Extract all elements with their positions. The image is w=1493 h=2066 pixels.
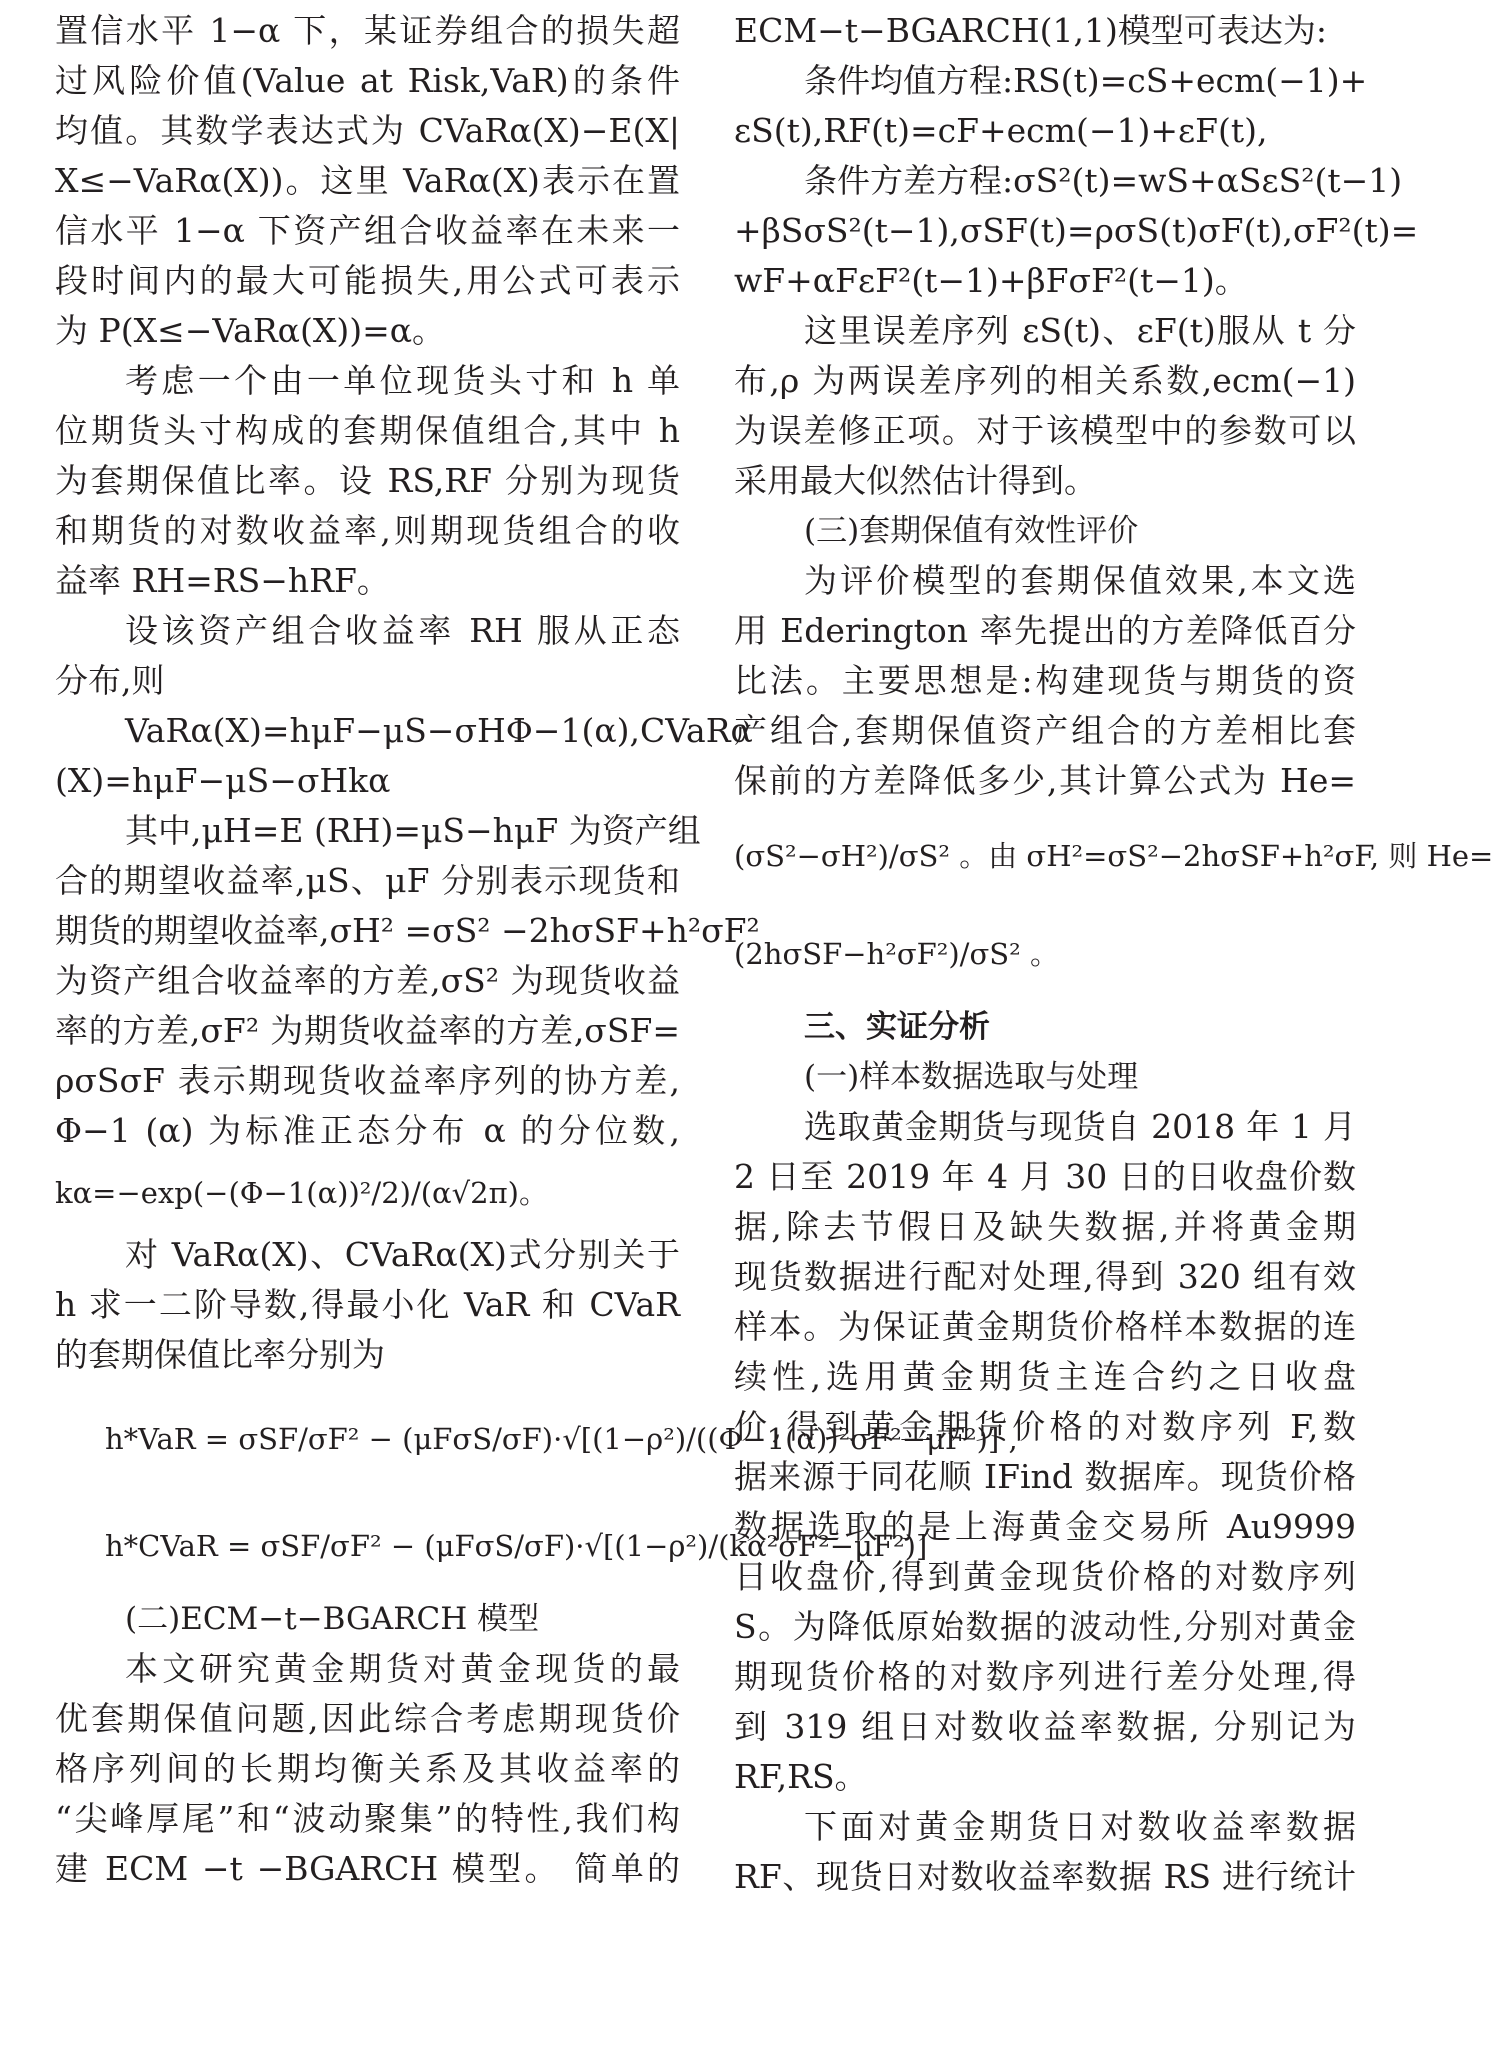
- right-text-line: ECM−t−BGARCH(1,1)模型可表达为:: [734, 11, 1327, 50]
- left-text-line: 考虑一个由一单位现货头寸和 h 单: [125, 361, 680, 400]
- left-text-line: h*VaR = σSF/σF² − (μFσS/σF)·√[(1−ρ²)/((Φ−1(α))²σF²−μF²)] ,: [105, 1422, 1018, 1456]
- left-text-line: 期货的期望收益率,σH² =σS² −2hσSF+h²σF²: [55, 911, 760, 950]
- right-text-line: 条件均值方程:RS(t)=cS+ecm(−1)+: [804, 61, 1368, 100]
- left-text-line: h*CVaR = σSF/σF² − (μFσS/σF)·√[(1−ρ²)/(kα²σF²−μF²)]: [105, 1529, 928, 1563]
- right-text-line: RF、现货日对数收益率数据 RS 进行统计: [734, 1857, 1356, 1896]
- right-text-line: (一)样本数据选取与处理: [804, 1059, 1139, 1095]
- right-text-line: RF,RS。: [734, 1757, 868, 1796]
- right-text-line: 日收盘价,得到黄金现货价格的对数序列: [734, 1557, 1356, 1596]
- right-text-line: 期现货价格的对数序列进行差分处理,得: [734, 1657, 1356, 1696]
- left-text-line: 对 VaRα(X)、CVaRα(X)式分别关于: [125, 1235, 680, 1274]
- left-text-line: 建 ECM −t −BGARCH 模型。 简单的: [55, 1849, 680, 1888]
- right-text-line: wF+αFεF²(t−1)+βFσF²(t−1)。: [734, 261, 1248, 300]
- right-text-line: (σS²−σH²)/σS² 。由 σH²=σS²−2hσSF+h²σF, 则 He=: [734, 839, 1493, 873]
- left-text-line: 置信水平 1−α 下，某证券组合的损失超: [55, 11, 680, 50]
- right-text-line: 据,除去节假日及缺失数据,并将黄金期: [734, 1207, 1356, 1246]
- left-text-line: 为套期保值比率。设 RS,RF 分别为现货: [55, 461, 680, 500]
- right-text-line: 到 319 组日对数收益率数据, 分别记为: [734, 1707, 1356, 1746]
- left-text-line: 优套期保值问题,因此综合考虑期现货价: [55, 1699, 680, 1738]
- right-text-line: 据来源于同花顺 IFind 数据库。现货价格: [734, 1457, 1356, 1496]
- left-text-line: 合的期望收益率,μS、μF 分别表示现货和: [55, 861, 680, 900]
- left-text-line: 本文研究黄金期货对黄金现货的最: [125, 1649, 680, 1688]
- left-text-line: 其中,μH=E (RH)=μS−hμF 为资产组: [125, 811, 701, 850]
- left-text-line: h 求一二阶导数,得最小化 VaR 和 CVaR: [55, 1285, 680, 1324]
- left-text-line: 位期货头寸构成的套期保值组合,其中 h: [55, 411, 680, 450]
- right-text-line: 续性,选用黄金期货主连合约之日收盘: [734, 1357, 1356, 1396]
- left-text-line: 段时间内的最大可能损失,用公式可表示: [55, 261, 680, 300]
- right-text-line: (2hσSF−h²σF²)/σS² 。: [734, 937, 1059, 971]
- left-text-line: VaRα(X)=hμF−μS−σHΦ−1(α),CVaRα: [125, 711, 753, 750]
- left-text-line: 为资产组合收益率的方差,σS² 为现货收益: [55, 961, 680, 1000]
- right-text-line: 比法。主要思想是:构建现货与期货的资: [734, 661, 1356, 700]
- right-text-line: 三、实证分析: [804, 1009, 990, 1045]
- left-text-line: (X)=hμF−μS−σHkα: [55, 761, 391, 800]
- right-text-line: εS(t),RF(t)=cF+ecm(−1)+εF(t),: [734, 111, 1268, 150]
- left-text-line: 信水平 1−α 下资产组合收益率在未来一: [55, 211, 680, 250]
- right-text-line: 选取黄金期货与现货自 2018 年 1 月: [804, 1107, 1356, 1146]
- right-text-line: 样本。为保证黄金期货价格样本数据的连: [734, 1307, 1356, 1346]
- right-text-line: 这里误差序列 εS(t)、εF(t)服从 t 分: [804, 311, 1356, 350]
- right-text-line: 采用最大似然估计得到。: [734, 461, 1097, 500]
- left-text-line: X≤−VaRα(X))。这里 VaRα(X)表示在置: [55, 161, 680, 200]
- left-text-line: 益率 RH=RS−hRF。: [55, 561, 390, 600]
- right-text-line: 保前的方差降低多少,其计算公式为 He=: [734, 761, 1356, 800]
- right-text-line: 价,得到黄金期货价格的对数序列 F,数: [734, 1407, 1356, 1446]
- right-text-line: 2 日至 2019 年 4 月 30 日的日收盘价数: [734, 1157, 1356, 1196]
- right-text-line: 产组合,套期保值资产组合的方差相比套: [734, 711, 1356, 750]
- left-text-line: 均值。其数学表达式为 CVaRα(X)−E(X|: [55, 111, 680, 150]
- left-text-line: 和期货的对数收益率,则期现货组合的收: [55, 511, 680, 550]
- left-text-line: Φ−1 (α) 为标准正态分布 α 的分位数,: [55, 1111, 680, 1150]
- left-text-line: 格序列间的长期均衡关系及其收益率的: [55, 1749, 680, 1788]
- right-text-line: +βSσS²(t−1),σSF(t)=ρσS(t)σF(t),σF²(t)=: [734, 211, 1419, 250]
- left-text-line: 设该资产组合收益率 RH 服从正态: [125, 611, 680, 650]
- left-text-line: 率的方差,σF² 为期货收益率的方差,σSF=: [55, 1011, 680, 1050]
- right-text-line: S。为降低原始数据的波动性,分别对黄金: [734, 1607, 1356, 1646]
- left-text-line: “尖峰厚尾”和“波动聚集”的特性,我们构: [55, 1799, 680, 1838]
- left-text-line: 为 P(X≤−VaRα(X))=α。: [55, 311, 446, 350]
- left-text-line: 的套期保值比率分别为: [55, 1335, 385, 1374]
- right-text-line: 为误差修正项。对于该模型中的参数可以: [734, 411, 1356, 450]
- right-text-line: 条件方差方程:σS²(t)=wS+αSεS²(t−1): [804, 161, 1403, 200]
- right-column: [734, 6, 1493, 1902]
- right-text-line: 下面对黄金期货日对数收益率数据: [804, 1807, 1356, 1846]
- right-text-line: 布,ρ 为两误差序列的相关系数,ecm(−1): [734, 361, 1356, 400]
- right-text-line: 数据选取的是上海黄金交易所 Au9999: [734, 1507, 1356, 1546]
- left-text-line: 分布,则: [55, 661, 165, 700]
- right-text-line: 用 Ederington 率先提出的方差降低百分: [734, 611, 1356, 650]
- left-text-line: (二)ECM−t−BGARCH 模型: [125, 1601, 540, 1637]
- right-text-line: (三)套期保值有效性评价: [804, 513, 1139, 549]
- left-text-line: 过风险价值(Value at Risk,VaR)的条件: [55, 61, 680, 100]
- right-text-line: 现货数据进行配对处理,得到 320 组有效: [734, 1257, 1356, 1296]
- left-text-line: kα=−exp(−(Φ−1(α))²/2)/(α√2π)。: [55, 1176, 548, 1210]
- right-text-line: 为评价模型的套期保值效果,本文选: [804, 561, 1356, 600]
- left-text-line: ρσSσF 表示期现货收益率序列的协方差,: [55, 1061, 680, 1100]
